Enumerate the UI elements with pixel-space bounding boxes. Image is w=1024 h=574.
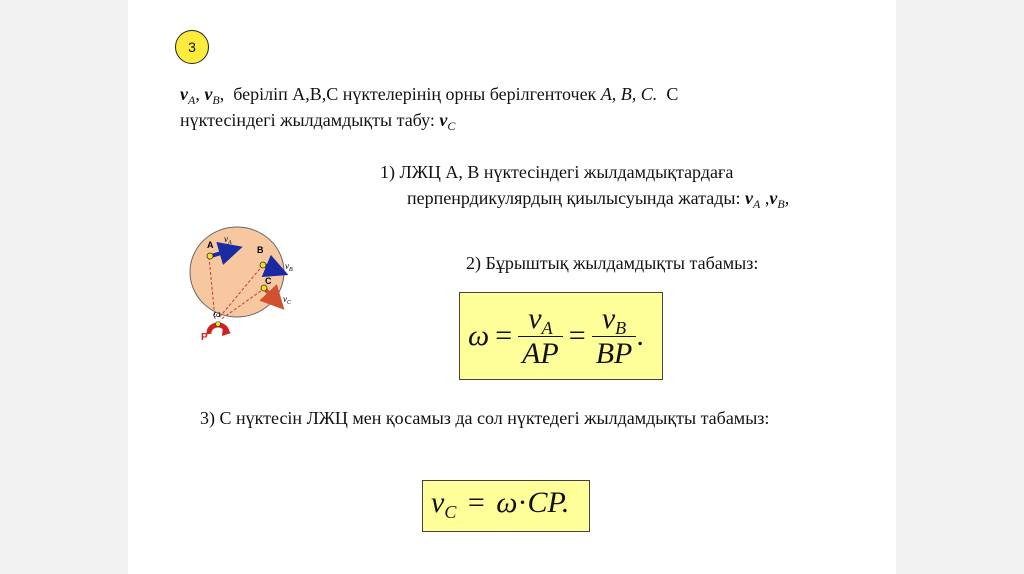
velocity-c-formula: $v_C = \omega\cdot CP$. <box>422 480 590 532</box>
point-a <box>207 253 213 259</box>
fraction-va-ap: $\frac{v_A}{AP}$ <box>518 302 563 371</box>
intro-line-2: нүктесіндегі жылдамдықты табу: $v_C$ <box>180 110 456 133</box>
point-b <box>260 262 266 268</box>
rigid-body-diagram <box>185 222 300 344</box>
rigid-body-disk <box>190 227 284 317</box>
fraction-vb-bp: $\frac{v_B}{BP}$ <box>592 302 637 371</box>
label-vb: $v_B$ <box>285 261 293 273</box>
step3-text: 3) С нүктесін ЛЖЦ мен қосамыз да сол нүктедегі жылдамдықты табамыз: <box>200 408 770 428</box>
va-symbol: v <box>180 84 188 104</box>
step1-line-2: перпенрдикулярдың қиылысуында жатады: $v_A$ $,v_B$, <box>407 188 790 211</box>
label-p: P <box>201 332 208 343</box>
label-vc: $v_C$ <box>283 294 292 306</box>
label-a: A <box>207 240 214 250</box>
label-omega: ω <box>213 308 221 320</box>
intro-line-1: $v_A$, $v_B$, берілiп А,В,С нүктелерінің орны берілгенточек A, B, C. С <box>180 84 679 107</box>
slide-number-badge: 3 <box>175 30 209 64</box>
label-b: B <box>257 245 264 255</box>
vb-symbol: v <box>204 84 213 104</box>
vc-symbol: v <box>439 110 448 130</box>
step2-text: 2) Бұрыштық жылдамдықты табамыз: <box>466 253 759 273</box>
point-p <box>216 322 221 327</box>
angular-velocity-formula: ω = $\frac{v_A}{AP}$ = $\frac{v_B}{BP}$ . <box>459 292 663 380</box>
label-va: $v_A$ <box>224 234 232 246</box>
label-c: C <box>265 276 272 286</box>
step1-line-1: 1) ЛЖЦ А, В нүктесіндегі жылдамдықтардаға <box>380 162 734 182</box>
